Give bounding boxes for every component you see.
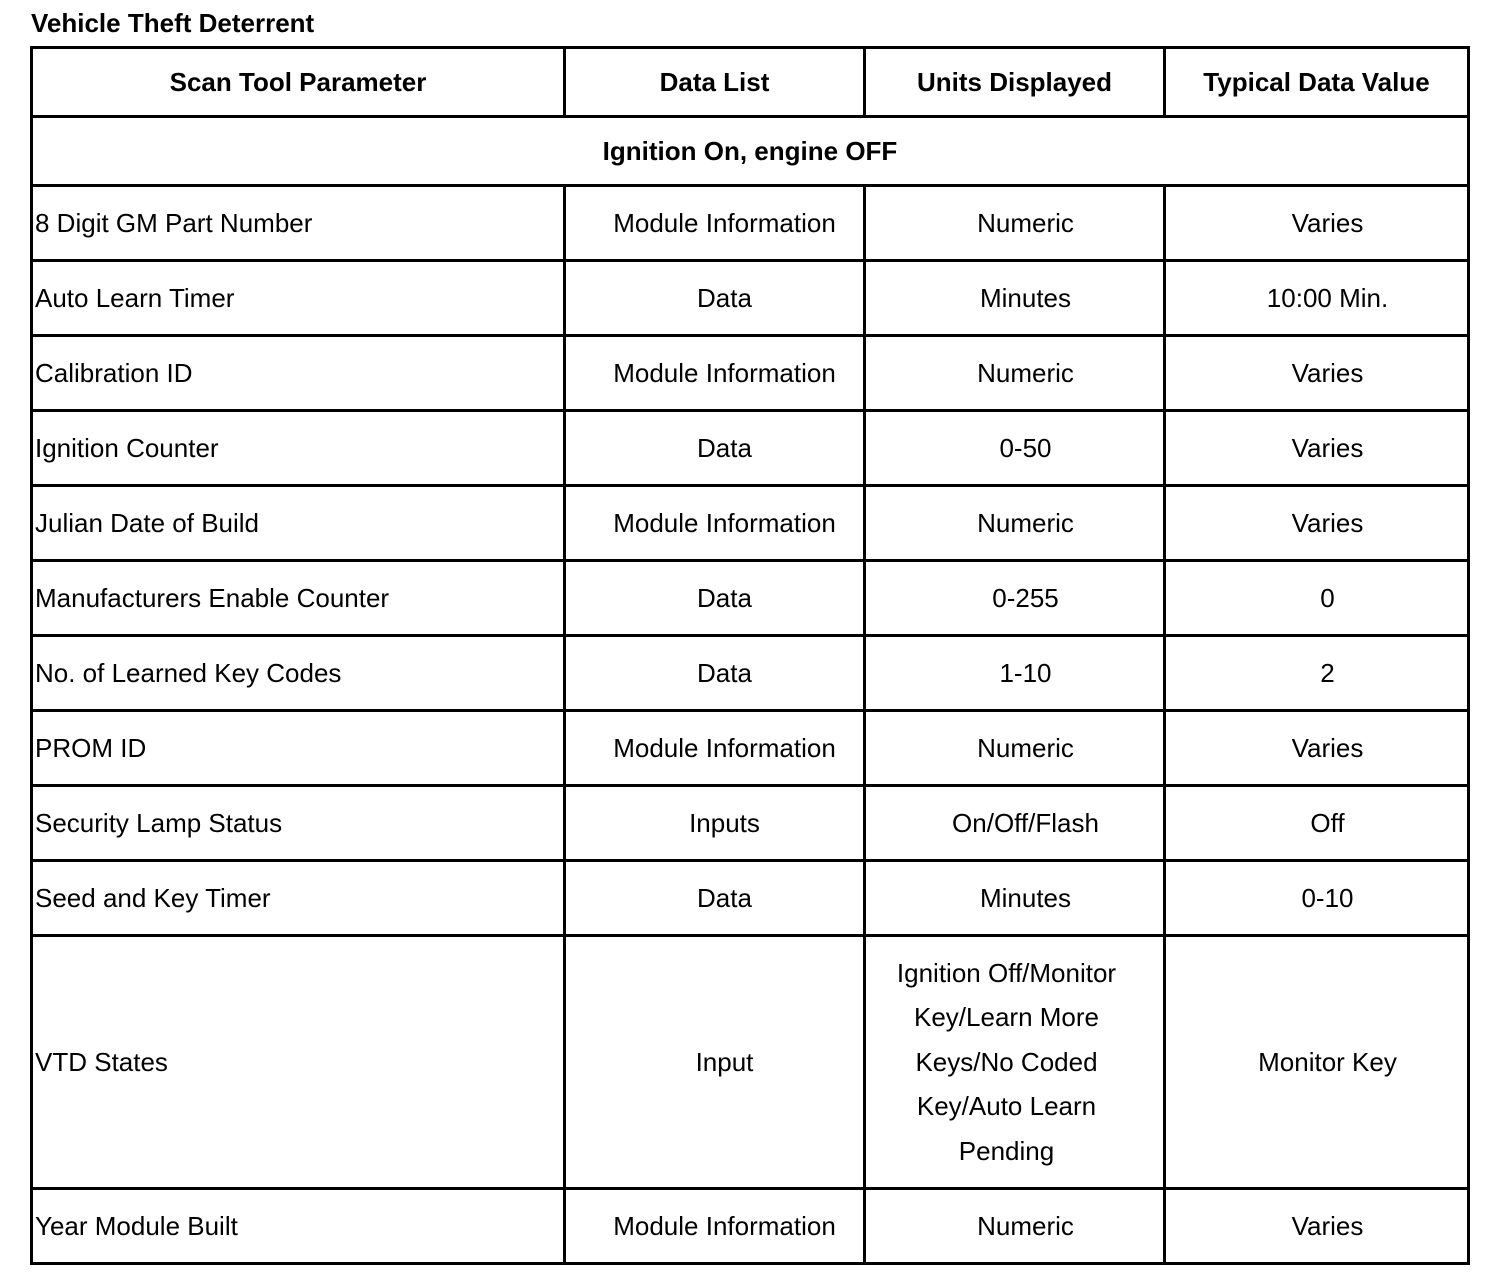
table-row: [32, 186, 1469, 261]
table-header-row: [32, 48, 1469, 117]
cell-units: Minutes: [865, 261, 1165, 336]
table-row: [32, 636, 1469, 711]
section-label: Ignition On, engine OFF: [32, 117, 1469, 186]
cell-typical: 0: [1165, 561, 1469, 636]
cell-data-list: Module Information: [565, 1189, 865, 1264]
header-scan-tool-parameter: Scan Tool Parameter: [32, 48, 565, 117]
cell-typical: Varies: [1165, 486, 1469, 561]
cell-typical: 10:00 Min.: [1165, 261, 1469, 336]
document-title: Vehicle Theft Deterrent: [31, 8, 315, 38]
table-row: [32, 711, 1469, 786]
cell-units: On/Off/Flash: [865, 786, 1165, 861]
table-row: [32, 786, 1469, 861]
cell-data-list: Module Information: [565, 711, 865, 786]
cell-data-list: Data: [565, 261, 865, 336]
table-row: [32, 261, 1469, 336]
cell-units: 0-50: [865, 411, 1165, 486]
table-row: [32, 486, 1469, 561]
cell-typical: Varies: [1165, 411, 1469, 486]
cell-parameter: Security Lamp Status: [32, 786, 565, 861]
cell-typical: Varies: [1165, 336, 1469, 411]
table-row: [32, 561, 1469, 636]
cell-typical: Off: [1165, 786, 1469, 861]
cell-typical: Varies: [1165, 186, 1469, 261]
section-row: [32, 117, 1469, 186]
table-row: [32, 861, 1469, 936]
cell-parameter: Year Module Built: [32, 1189, 565, 1264]
table-row: [32, 1189, 1469, 1264]
cell-units: 0-255: [865, 561, 1165, 636]
cell-parameter: No. of Learned Key Codes: [32, 636, 565, 711]
cell-parameter: PROM ID: [32, 711, 565, 786]
cell-units: Numeric: [865, 486, 1165, 561]
cell-typical: Varies: [1165, 711, 1469, 786]
table-row: [32, 336, 1469, 411]
vtd-parameter-table: [30, 46, 1470, 1265]
cell-parameter: Auto Learn Timer: [32, 261, 565, 336]
cell-data-list: Inputs: [565, 786, 865, 861]
cell-data-list: Module Information: [565, 186, 865, 261]
header-data-list: Data List: [565, 48, 865, 117]
cell-units: Numeric: [865, 711, 1165, 786]
cell-units: Numeric: [865, 186, 1165, 261]
cell-units: Ignition Off/Monitor Key/Learn More Keys/No Coded Key/Auto Learn Pending: [865, 936, 1165, 1189]
cell-data-list: Data: [565, 636, 865, 711]
cell-units: Numeric: [865, 1189, 1165, 1264]
cell-data-list: Input: [565, 936, 865, 1189]
header-typical-data-value: Typical Data Value: [1165, 48, 1469, 117]
table-row: [32, 936, 1469, 1189]
cell-data-list: Data: [565, 861, 865, 936]
cell-data-list: Data: [565, 411, 865, 486]
cell-parameter: Julian Date of Build: [32, 486, 565, 561]
cell-typical: Varies: [1165, 1189, 1469, 1264]
cell-parameter: VTD States: [32, 936, 565, 1189]
table-row: [32, 411, 1469, 486]
cell-typical: Monitor Key: [1165, 936, 1469, 1189]
header-units-displayed: Units Displayed: [865, 48, 1165, 117]
cell-data-list: Data: [565, 561, 865, 636]
cell-parameter: Seed and Key Timer: [32, 861, 565, 936]
cell-parameter: Calibration ID: [32, 336, 565, 411]
cell-units: 1-10: [865, 636, 1165, 711]
cell-parameter: 8 Digit GM Part Number: [32, 186, 565, 261]
cell-typical: 2: [1165, 636, 1469, 711]
cell-data-list: Module Information: [565, 336, 865, 411]
cell-units: Minutes: [865, 861, 1165, 936]
cell-data-list: Module Information: [565, 486, 865, 561]
cell-parameter: Manufacturers Enable Counter: [32, 561, 565, 636]
cell-parameter: Ignition Counter: [32, 411, 565, 486]
cell-typical: 0-10: [1165, 861, 1469, 936]
cell-units: Numeric: [865, 336, 1165, 411]
